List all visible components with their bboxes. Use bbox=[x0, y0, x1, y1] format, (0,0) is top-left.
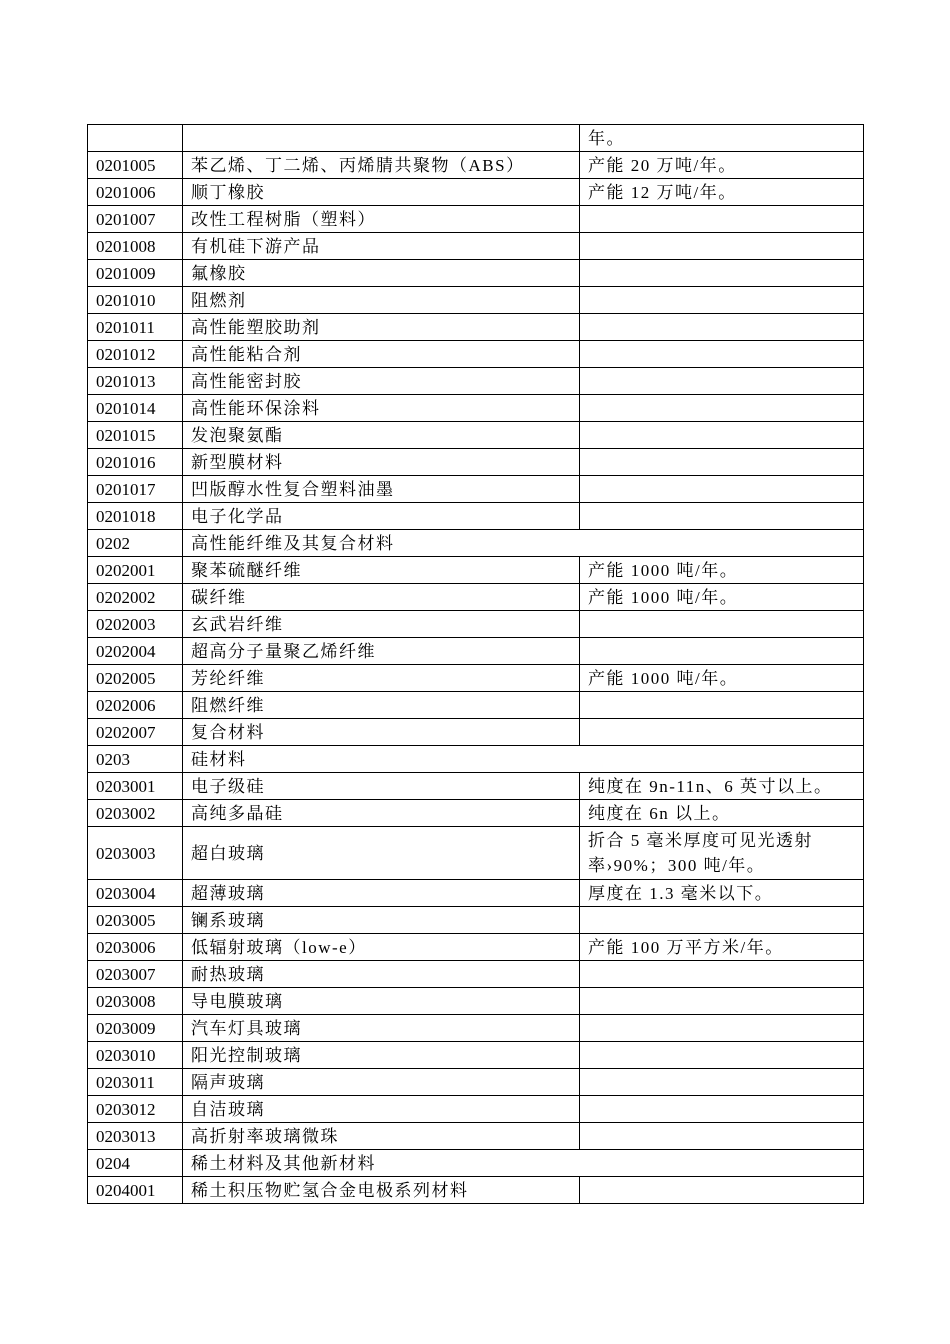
item-name: 有机硅下游产品 bbox=[183, 233, 580, 260]
item-code: 0203010 bbox=[88, 1042, 183, 1069]
item-note bbox=[580, 1015, 864, 1042]
table-row bbox=[88, 880, 864, 907]
item-code: 0203002 bbox=[88, 800, 183, 827]
item-code: 0203011 bbox=[88, 1069, 183, 1096]
item-name: 高性能环保涂料 bbox=[183, 395, 580, 422]
item-code: 0203003 bbox=[88, 827, 183, 880]
item-name: 复合材料 bbox=[183, 719, 580, 746]
item-code: 0202002 bbox=[88, 584, 183, 611]
item-note bbox=[580, 476, 864, 503]
item-code: 0201014 bbox=[88, 395, 183, 422]
table-row bbox=[88, 584, 864, 611]
table-row bbox=[88, 719, 864, 746]
table-row bbox=[88, 1123, 864, 1150]
item-code: 0203009 bbox=[88, 1015, 183, 1042]
item-name: 高性能粘合剂 bbox=[183, 341, 580, 368]
item-code: 0202001 bbox=[88, 557, 183, 584]
item-code: 0201009 bbox=[88, 260, 183, 287]
item-name: 低辐射玻璃（low-e） bbox=[183, 934, 580, 961]
item-note bbox=[580, 961, 864, 988]
item-code: 0204 bbox=[88, 1150, 183, 1177]
table-row bbox=[88, 1177, 864, 1204]
table-row bbox=[88, 988, 864, 1015]
section-title: 高性能纤维及其复合材料 bbox=[183, 530, 864, 557]
item-code: 0203001 bbox=[88, 773, 183, 800]
item-code: 0204001 bbox=[88, 1177, 183, 1204]
item-code: 0203012 bbox=[88, 1096, 183, 1123]
table-row bbox=[88, 125, 864, 152]
section-row bbox=[88, 746, 864, 773]
item-note: 纯度在 9n-11n、6 英寸以上。 bbox=[580, 773, 864, 800]
table-row bbox=[88, 179, 864, 206]
item-name: 芳纶纤维 bbox=[183, 665, 580, 692]
table-row bbox=[88, 368, 864, 395]
table-row bbox=[88, 449, 864, 476]
item-code: 0203006 bbox=[88, 934, 183, 961]
item-note bbox=[580, 1177, 864, 1204]
item-code bbox=[88, 125, 183, 152]
item-name: 改性工程树脂（塑料） bbox=[183, 206, 580, 233]
item-code: 0203008 bbox=[88, 988, 183, 1015]
item-note: 产能 100 万平方米/年。 bbox=[580, 934, 864, 961]
item-note: 产能 1000 吨/年。 bbox=[580, 557, 864, 584]
item-note bbox=[580, 1042, 864, 1069]
item-name: 隔声玻璃 bbox=[183, 1069, 580, 1096]
item-name: 超薄玻璃 bbox=[183, 880, 580, 907]
item-note: 产能 12 万吨/年。 bbox=[580, 179, 864, 206]
item-code: 0201011 bbox=[88, 314, 183, 341]
section-title: 稀土材料及其他新材料 bbox=[183, 1150, 864, 1177]
item-name: 电子级硅 bbox=[183, 773, 580, 800]
item-name: 自洁玻璃 bbox=[183, 1096, 580, 1123]
item-name: 镧系玻璃 bbox=[183, 907, 580, 934]
section-title: 硅材料 bbox=[183, 746, 864, 773]
table-row bbox=[88, 1042, 864, 1069]
item-name: 苯乙烯、丁二烯、丙烯腈共聚物（ABS） bbox=[183, 152, 580, 179]
table-row bbox=[88, 934, 864, 961]
item-note: 折合 5 毫米厚度可见光透射率›90%；300 吨/年。 bbox=[580, 827, 864, 880]
item-note bbox=[580, 638, 864, 665]
section-row bbox=[88, 1150, 864, 1177]
item-name: 高性能塑胶助剂 bbox=[183, 314, 580, 341]
item-note bbox=[580, 692, 864, 719]
item-note bbox=[580, 395, 864, 422]
table-row bbox=[88, 1096, 864, 1123]
item-code: 0203 bbox=[88, 746, 183, 773]
item-note bbox=[580, 287, 864, 314]
table-row bbox=[88, 476, 864, 503]
item-code: 0203004 bbox=[88, 880, 183, 907]
table-row bbox=[88, 287, 864, 314]
item-name: 汽车灯具玻璃 bbox=[183, 1015, 580, 1042]
item-code: 0201015 bbox=[88, 422, 183, 449]
table-row bbox=[88, 907, 864, 934]
item-name: 超高分子量聚乙烯纤维 bbox=[183, 638, 580, 665]
item-note: 纯度在 6n 以上。 bbox=[580, 800, 864, 827]
item-code: 0201005 bbox=[88, 152, 183, 179]
item-name: 阳光控制玻璃 bbox=[183, 1042, 580, 1069]
table-row bbox=[88, 557, 864, 584]
item-name: 电子化学品 bbox=[183, 503, 580, 530]
table-row bbox=[88, 827, 864, 880]
item-name: 新型膜材料 bbox=[183, 449, 580, 476]
item-name: 耐热玻璃 bbox=[183, 961, 580, 988]
table-row bbox=[88, 611, 864, 638]
item-name: 高性能密封胶 bbox=[183, 368, 580, 395]
item-code: 0201007 bbox=[88, 206, 183, 233]
table-row bbox=[88, 152, 864, 179]
item-note bbox=[580, 206, 864, 233]
item-note bbox=[580, 719, 864, 746]
item-code: 0203007 bbox=[88, 961, 183, 988]
item-note bbox=[580, 341, 864, 368]
item-note: 产能 20 万吨/年。 bbox=[580, 152, 864, 179]
item-name: 高折射率玻璃微珠 bbox=[183, 1123, 580, 1150]
table-row bbox=[88, 206, 864, 233]
catalog-table bbox=[87, 124, 864, 1204]
item-code: 0202 bbox=[88, 530, 183, 557]
item-note bbox=[580, 233, 864, 260]
item-code: 0202007 bbox=[88, 719, 183, 746]
item-note bbox=[580, 988, 864, 1015]
table-row bbox=[88, 341, 864, 368]
item-name: 发泡聚氨酯 bbox=[183, 422, 580, 449]
item-name: 凹版醇水性复合塑料油墨 bbox=[183, 476, 580, 503]
section-row bbox=[88, 530, 864, 557]
item-note bbox=[580, 503, 864, 530]
table-row bbox=[88, 503, 864, 530]
table-row bbox=[88, 422, 864, 449]
item-name bbox=[183, 125, 580, 152]
item-note bbox=[580, 1123, 864, 1150]
item-code: 0203005 bbox=[88, 907, 183, 934]
table-body bbox=[88, 125, 864, 1204]
table-row bbox=[88, 395, 864, 422]
item-note bbox=[580, 449, 864, 476]
item-name: 聚苯硫醚纤维 bbox=[183, 557, 580, 584]
item-name: 碳纤维 bbox=[183, 584, 580, 611]
table-row bbox=[88, 638, 864, 665]
item-code: 0201006 bbox=[88, 179, 183, 206]
item-note: 产能 1000 吨/年。 bbox=[580, 584, 864, 611]
item-name: 导电膜玻璃 bbox=[183, 988, 580, 1015]
item-code: 0201008 bbox=[88, 233, 183, 260]
item-note bbox=[580, 1096, 864, 1123]
item-note bbox=[580, 314, 864, 341]
item-name: 超白玻璃 bbox=[183, 827, 580, 880]
item-code: 0201012 bbox=[88, 341, 183, 368]
item-name: 高纯多晶硅 bbox=[183, 800, 580, 827]
item-note bbox=[580, 260, 864, 287]
item-name: 玄武岩纤维 bbox=[183, 611, 580, 638]
item-code: 0201010 bbox=[88, 287, 183, 314]
table-row bbox=[88, 800, 864, 827]
item-name: 顺丁橡胶 bbox=[183, 179, 580, 206]
item-note bbox=[580, 422, 864, 449]
item-note: 产能 1000 吨/年。 bbox=[580, 665, 864, 692]
table-row bbox=[88, 314, 864, 341]
item-name: 氟橡胶 bbox=[183, 260, 580, 287]
table-row bbox=[88, 961, 864, 988]
item-note bbox=[580, 368, 864, 395]
item-name: 阻燃纤维 bbox=[183, 692, 580, 719]
table-row bbox=[88, 665, 864, 692]
item-note bbox=[580, 1069, 864, 1096]
item-code: 0202003 bbox=[88, 611, 183, 638]
table-row bbox=[88, 692, 864, 719]
item-name: 阻燃剂 bbox=[183, 287, 580, 314]
table-row bbox=[88, 260, 864, 287]
item-note: 厚度在 1.3 毫米以下。 bbox=[580, 880, 864, 907]
item-name: 稀土积压物贮氢合金电极系列材料 bbox=[183, 1177, 580, 1204]
item-note: 年。 bbox=[580, 125, 864, 152]
item-code: 0201013 bbox=[88, 368, 183, 395]
item-code: 0202005 bbox=[88, 665, 183, 692]
item-note bbox=[580, 907, 864, 934]
item-code: 0201016 bbox=[88, 449, 183, 476]
table-row bbox=[88, 773, 864, 800]
item-code: 0202006 bbox=[88, 692, 183, 719]
item-code: 0202004 bbox=[88, 638, 183, 665]
item-code: 0203013 bbox=[88, 1123, 183, 1150]
table-row bbox=[88, 1015, 864, 1042]
table-row bbox=[88, 1069, 864, 1096]
item-code: 0201018 bbox=[88, 503, 183, 530]
item-code: 0201017 bbox=[88, 476, 183, 503]
item-note bbox=[580, 611, 864, 638]
table-row bbox=[88, 233, 864, 260]
